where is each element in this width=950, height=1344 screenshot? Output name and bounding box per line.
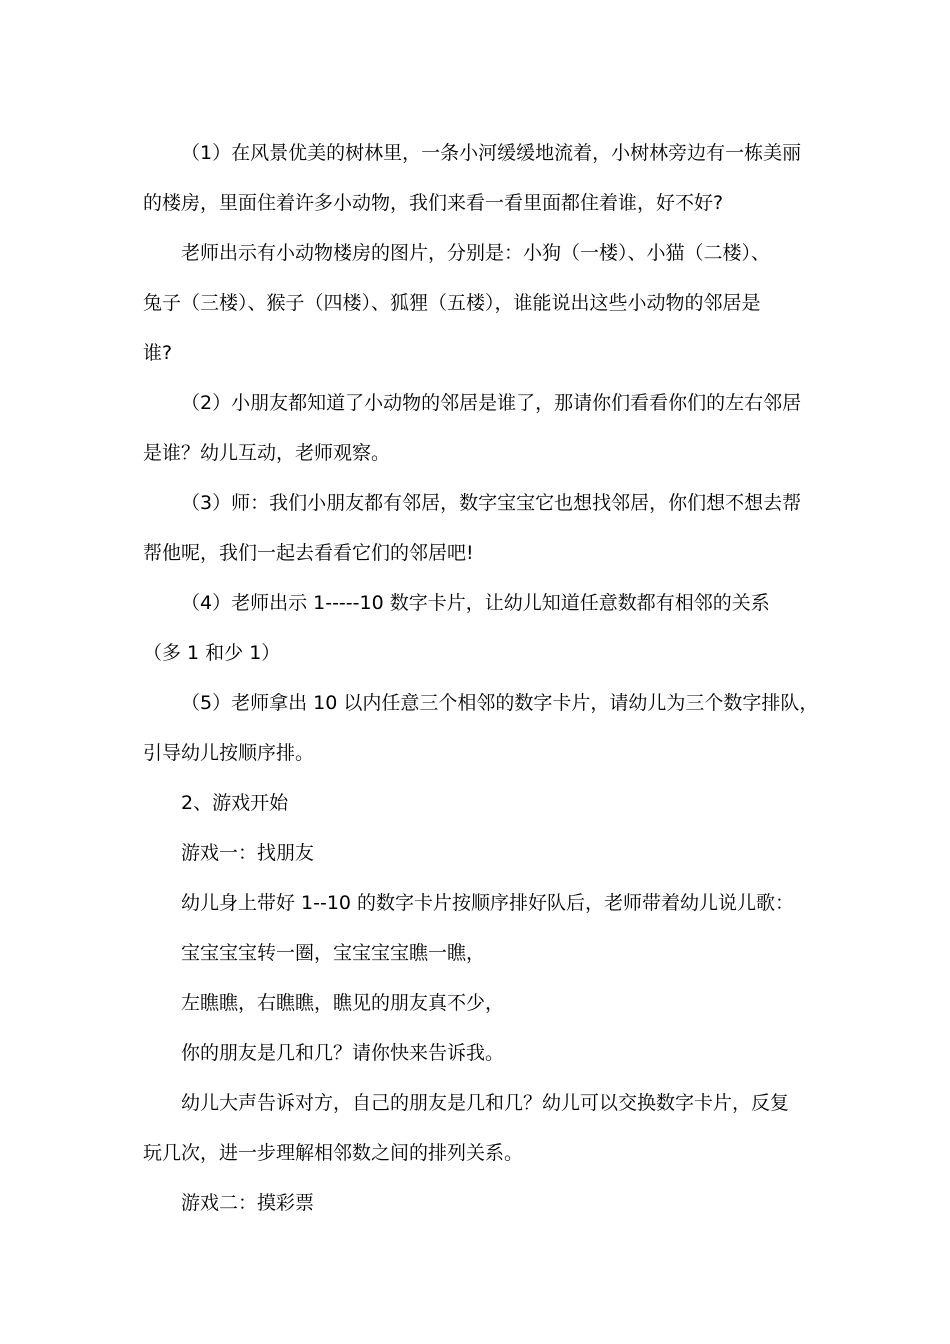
paragraph-1-cont: 的楼房，里面住着许多小动物，我们来看一看里面都住着谁，好不好?	[143, 192, 724, 214]
paragraph-5: （4）老师出示 1-----10 数字卡片，让幼儿知道任意数都有相邻的关系	[181, 592, 770, 614]
rhyme-line-1: 宝宝宝宝转一圈，宝宝宝宝瞧一瞧，	[181, 942, 486, 964]
game-two-title: 游戏二：摸彩票	[181, 1192, 315, 1214]
game-one-followup: 幼儿大声告诉对方，自己的朋友是几和几？幼儿可以交换数字卡片，反复	[181, 1092, 790, 1114]
game-one-title: 游戏一：找朋友	[181, 842, 315, 864]
paragraph-4-cont: 帮他呢，我们一起去看看它们的邻居吧!	[143, 542, 474, 564]
paragraph-4: （3）师：我们小朋友都有邻居，数字宝宝它也想找邻居，你们想不想去帮	[181, 492, 802, 514]
paragraph-3: （2）小朋友都知道了小动物的邻居是谁了，那请你们看看你们的左右邻居	[181, 392, 802, 414]
game-one-instructions: 幼儿身上带好 1--10 的数字卡片按顺序排好队后，老师带着幼儿说儿歌：	[181, 892, 795, 914]
rhyme-line-2: 左瞧瞧，右瞧瞧，瞧见的朋友真不少，	[181, 992, 505, 1014]
rhyme-line-3: 你的朋友是几和几？请你快来告诉我。	[181, 1042, 505, 1064]
paragraph-1: （1）在风景优美的树林里，一条小河缓缓地流着，小树林旁边有一栋美丽	[181, 142, 802, 164]
paragraph-2-end: 谁?	[143, 342, 173, 364]
paragraph-3-cont: 是谁？幼儿互动，老师观察。	[143, 442, 391, 464]
paragraph-6-cont: 引导幼儿按顺序排。	[143, 742, 315, 764]
section-heading-game-start: 2、游戏开始	[181, 792, 289, 814]
paragraph-2-cont: 兔子（三楼）、猴子（四楼）、狐狸（五楼），谁能说出这些小动物的邻居是	[143, 292, 761, 314]
document-body	[143, 128, 819, 1228]
paragraph-5-cont: （多 1 和少 1）	[143, 642, 281, 664]
game-one-followup-cont: 玩几次，进一步理解相邻数之间的排列关系。	[143, 1142, 524, 1164]
paragraph-6: （5）老师拿出 10 以内任意三个相邻的数字卡片，请幼儿为三个数字排队，	[181, 692, 819, 714]
paragraph-2: 老师出示有小动物楼房的图片，分别是：小狗（一楼）、小猫（二楼）、	[181, 242, 771, 264]
